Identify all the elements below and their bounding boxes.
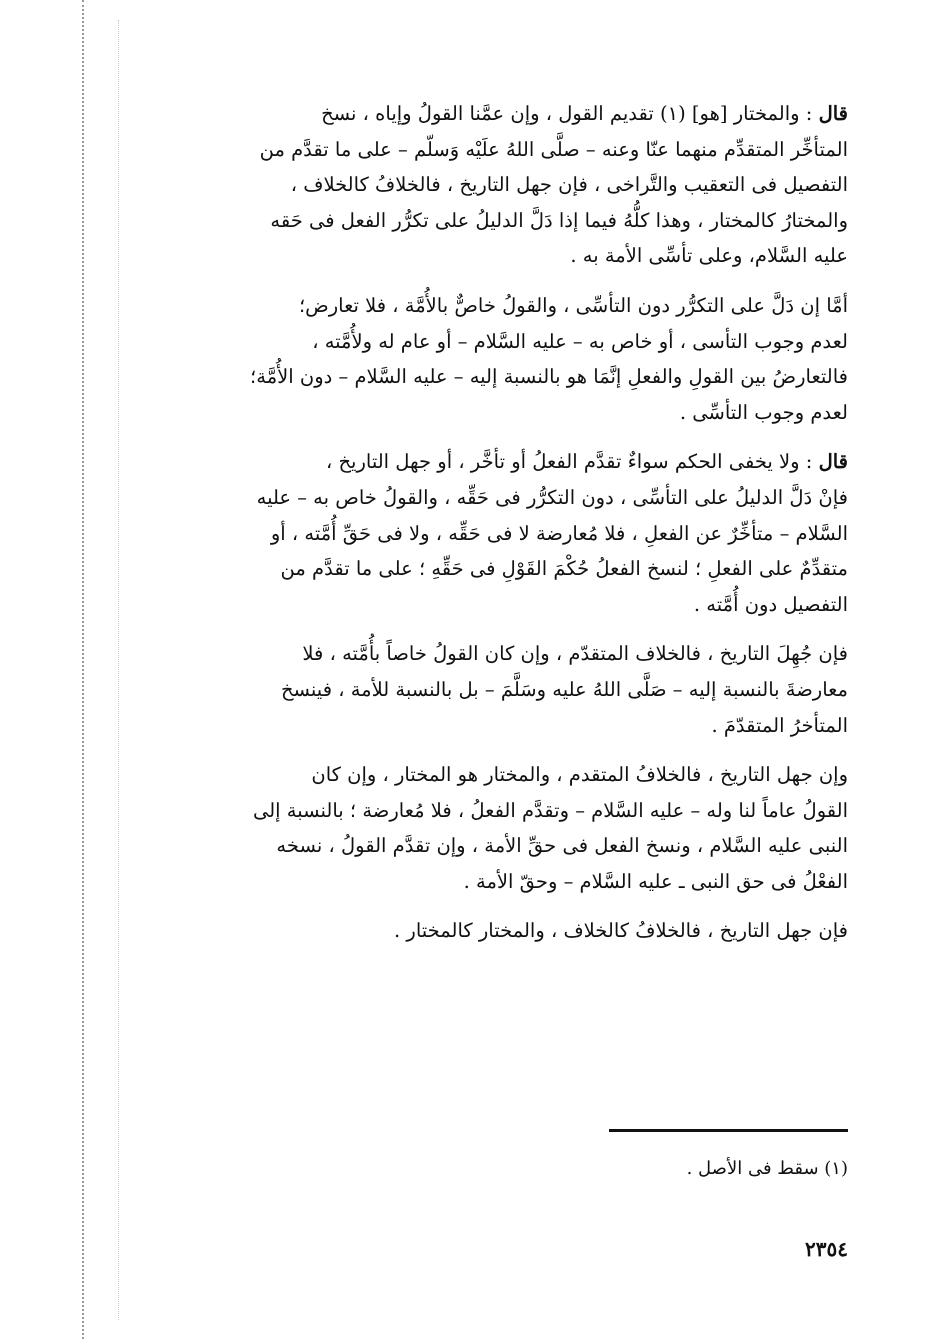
- paragraph-line: وإن جهل التاريخ ، فالخلافُ المتقدم ، والمختار هو المختار ، وإن كان: [311, 763, 848, 787]
- paragraph-line: والمختارُ كالمختار ، وهذا كلُّهُ فيما إذا دَلَّ الدليلُ على تكرُّر الفعل فى حَقه: [270, 208, 848, 232]
- paragraph-line: القولُ عاماً لنا وله – عليه السَّلام – وتقدَّم الفعلُ ، فلا مُعارضة ؛ بالنسبة إلى: [252, 798, 848, 822]
- paragraph-line: النبى عليه السَّلام ، ونسخ الفعل فى حقِّ الأمة ، وإن تقدَّم القولُ ، نسخه: [276, 834, 848, 858]
- paragraph-line: عليه السَّلام، وعلى تأسِّى الأمة به .: [570, 244, 848, 268]
- paragraph-line: السَّلام – متأخِّرٌ عن الفعلِ ، فلا مُعارضة لا فى حَقِّه ، ولا فى حَقِّ أُمَّته ، أو: [270, 521, 848, 545]
- paragraph-line: فإن جهل التاريخ ، فالخلافُ كالخلاف ، والمختار كالمختار .: [394, 919, 848, 943]
- paragraph-line: فالتعارضُ بين القولِ والفعلِ إنَّمَا هو بالنسبة إليه – عليه السَّلام – دون الأُمَّة؛: [250, 365, 848, 389]
- paragraph-line: أمَّا إن دَلَّ على التكرُّر دون التأسِّى ، والقولُ خاصٌّ بالأُمَّة ، فلا تعارض؛: [298, 293, 848, 317]
- paragraph-5: [134, 757, 848, 899]
- paragraph-2: [134, 288, 848, 430]
- paragraph-line: [134, 96, 848, 132]
- paragraph-line: [134, 444, 848, 480]
- paragraph-line: فإنْ دَلَّ الدليلُ على التأسِّى ، دون التكرُّر فى حَقِّه ، والقولُ خاص به – عليه: [256, 485, 848, 509]
- paragraph-line: لعدم وجوب التأسِّى .: [679, 400, 848, 424]
- paragraph-4: [134, 636, 848, 743]
- paragraph-lead-word: قال: [818, 450, 848, 474]
- footnote: (١) سقط فى الأصل .: [686, 1158, 848, 1179]
- paragraph-line: معارضةَ بالنسبة إليه – صَلَّى اللهُ عليه وسَلَّمَ – بل بالنسبة للأمة ، فينسخ: [280, 677, 848, 701]
- page-body: [134, 96, 848, 963]
- paragraph-3: [134, 444, 848, 622]
- paragraph-lead-word: قال: [818, 102, 848, 125]
- paragraph-line: الفعْلُ فى حق النبى ـ عليه السَّلام – وحقّ الأمة .: [463, 869, 848, 893]
- line-text: : ولا يخفى الحكم سواءٌ تقدَّم الفعلُ أو تأخَّر ، أو جهل التاريخ ،: [325, 450, 813, 474]
- footnote-separator: [609, 1129, 848, 1132]
- binding-dotted-line-inner: [118, 20, 119, 1320]
- paragraph-line: لعدم وجوب التأسى ، أو خاص به – عليه السَّلام – أو عام له ولأُمَّته ،: [312, 329, 848, 353]
- paragraph-6: [134, 913, 848, 949]
- paragraph-line: المتأخِّر المتقدِّم منهما عنّا وعنه – صلَّى اللهُ علَيْه وَسلّم – على ما تقدَّم من: [259, 137, 848, 161]
- line-text: : والمختار [هو] (١) تقديم القول ، وإن عمَّنا القولُ وإياه ، نسخ: [321, 102, 813, 125]
- page-number: ٢٣٥٤: [805, 1237, 848, 1261]
- paragraph-line: المتأخرُ المتقدّمَ .: [711, 713, 848, 737]
- paragraph-line: التفصيل دون أُمَّته .: [693, 592, 848, 616]
- paragraph-1: [134, 96, 848, 274]
- binding-dotted-line: [82, 0, 84, 1339]
- paragraph-line: التفصيل فى التعقيب والتَّراخى ، فإن جهل التاريخ ، فالخلافُ كالخلاف ،: [290, 173, 848, 197]
- paragraph-line: متقدِّمٌ على الفعلِ ؛ لنسخ الفعلُ حُكْمَ القَوْلِ فى حَقِّهِ ؛ على ما تقدَّم من: [280, 557, 848, 581]
- paragraph-line: فإن جُهِلَ التاريخ ، فالخلاف المتقدّم ، وإن كان القولُ خاصاً بأُمَّته ، فلا: [302, 642, 848, 666]
